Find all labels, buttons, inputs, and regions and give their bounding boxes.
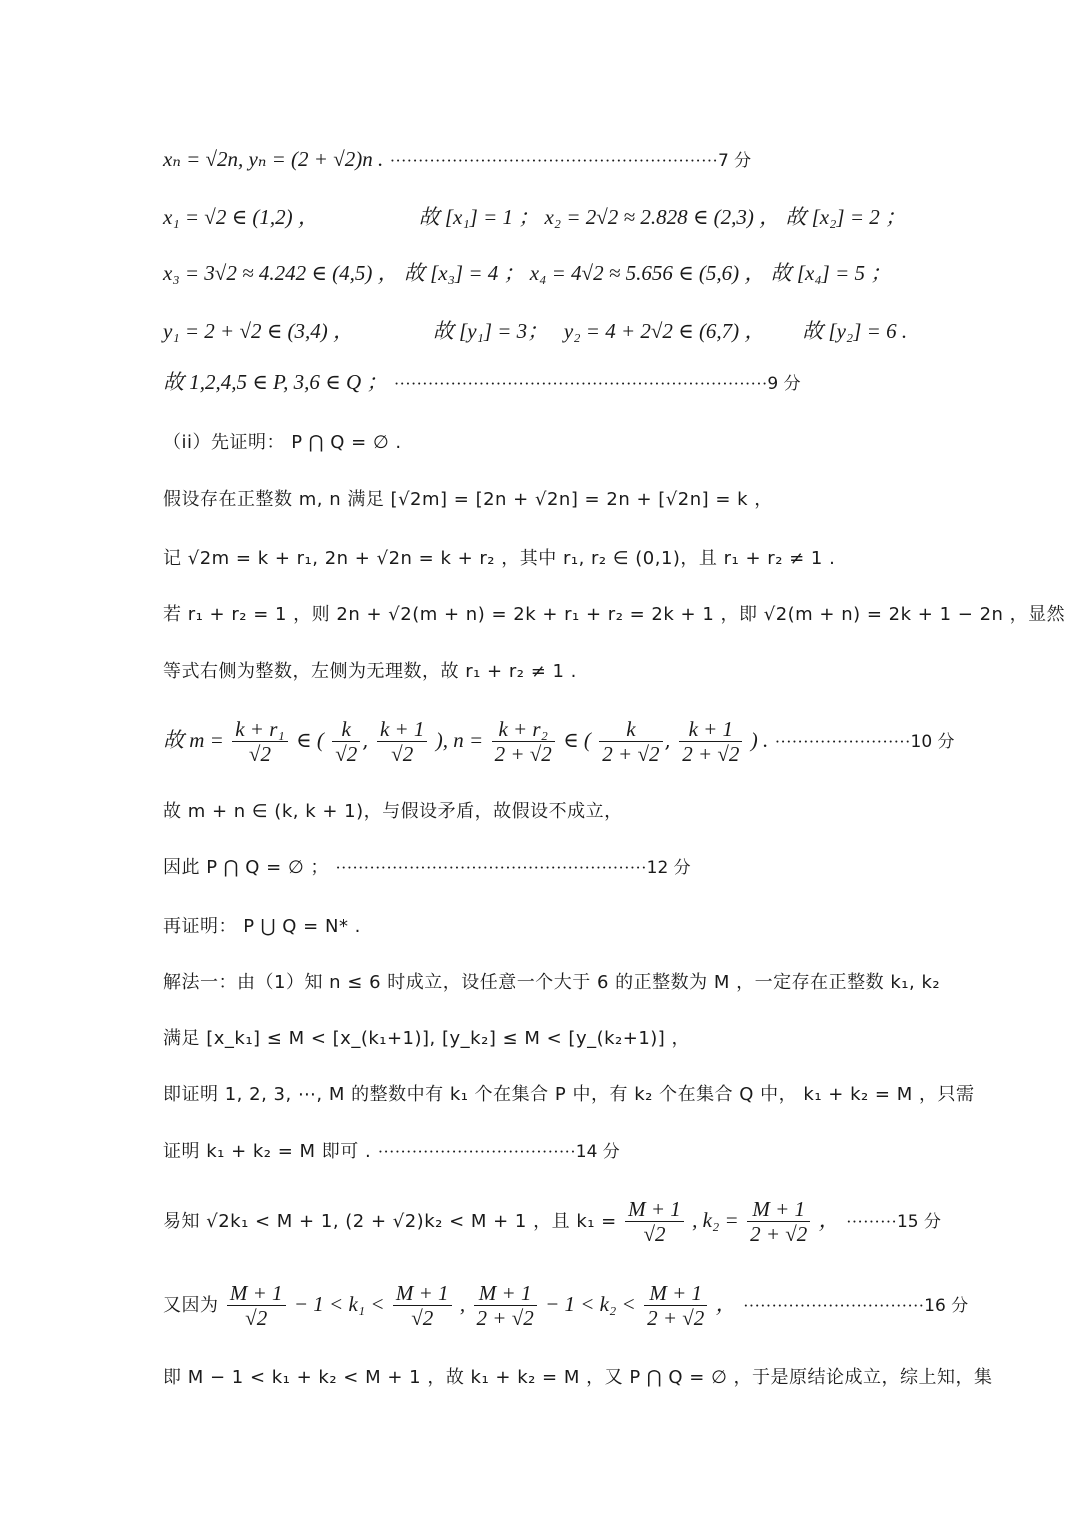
leader-dots: ··························································	[389, 151, 718, 170]
line-assumption	[163, 481, 930, 517]
in-interval-open: ∈ (	[296, 728, 324, 752]
line-easy-know	[163, 1190, 941, 1252]
fraction-b2-numerator: M + 1	[393, 1281, 452, 1306]
notation-statement: 记 √2m = k + r₁, 2n + √2n = k + r₂ ，其中 r₁, r₂ ∈ (0,1)，且 r₁ + r₂ ≠ 1 .	[163, 548, 836, 569]
comma: ，	[818, 1208, 840, 1232]
because-label: 又因为	[163, 1295, 219, 1316]
fraction-5-numerator: k	[599, 717, 662, 742]
line-y1-y2	[163, 314, 930, 348]
method-one-statement: 解法一：由（1）知 n ≤ 6 时成立，设任意一个大于 6 的正整数为 M ，一定存在正整数 k₁, k₂	[163, 972, 941, 993]
x3-x4-values: x₃ = 3√2 ≈ 4.242 ∈ (4,5) ， 故 [x₃] = 4 ； x₄ = 4√2 ≈ 5.656 ∈ (5,6) ， 故 [x₄] = 5 ；	[163, 261, 892, 285]
fraction-3-numerator: k + 1	[377, 717, 428, 742]
line-x3-x4	[163, 256, 930, 290]
fraction-b4-denominator: 2 + √2	[647, 1306, 705, 1330]
line-membership	[163, 365, 930, 401]
m-equals: 故 m =	[163, 728, 224, 752]
score-10: 10 分	[910, 732, 955, 752]
leader-dots: ························	[774, 732, 911, 751]
fraction-b4-numerator: M + 1	[644, 1281, 707, 1306]
fraction-3-denominator: √2	[391, 742, 414, 766]
fraction-3	[377, 717, 428, 766]
score-7: 7 分	[717, 151, 752, 171]
fraction-4-numerator: k + r₂	[492, 717, 555, 742]
score-15: 15 分	[896, 1212, 941, 1232]
line-method-one	[163, 964, 941, 1000]
in-interval-open-2: ∈ (	[563, 728, 591, 752]
fraction-b4	[644, 1281, 707, 1330]
line-xn-yn-formula	[163, 142, 930, 178]
line-irrational	[163, 653, 930, 689]
fraction-5-denominator: 2 + √2	[602, 742, 660, 766]
line-conclusion	[163, 1359, 993, 1395]
y1-y2-values: y₁ = 2 + √2 ∈ (3,4) ， 故 [y₁] = 3； y₂ = 4 + 2√2 ∈ (6,7) ， 故 [y₂] = 6 .	[163, 319, 908, 343]
if-r1-r2-statement: 若 r₁ + r₂ = 1 ，则 2n + √2(m + n) = 2k + r₁ + r₂ = 2k + 1 ，即 √2(m + n) = 2k + 1 − 2n ，显然	[163, 604, 1066, 625]
fraction-6	[679, 717, 742, 766]
conclusion-statement: 即 M − 1 < k₁ + k₂ < M + 1 ，故 k₁ + k₂ = M ，又 P ⋂ Q = ∅ ，于是原结论成立，综上知，集	[163, 1367, 993, 1388]
line-if-r1-r2	[163, 596, 1066, 632]
irrational-statement: 等式右侧为整数，左侧为无理数，故 r₁ + r₂ ≠ 1 .	[163, 661, 577, 682]
line-prove-union	[163, 908, 930, 944]
assumption-statement: 假设存在正整数 m, n 满足 [√2m] = [2n + √2n] = 2n + [√2n] = k ，	[163, 489, 773, 510]
line-part-ii	[163, 424, 930, 460]
x1-x2-values: x₁ = √2 ∈ (1,2) ， 故 [x₁] = 1 ； x₂ = 2√2 ≈ 2.828 ∈ (2,3) ， 故 [x₂] = 2 ；	[163, 205, 906, 229]
fraction-1-numerator: k + r₁	[232, 717, 287, 742]
line-contradiction	[163, 793, 930, 829]
fraction-4	[492, 717, 555, 766]
fraction-b3	[474, 1281, 537, 1330]
satisfy-bounds: 满足 [x_k₁] ≤ M < [x_(k₁+1)], [y_k₂] ≤ M < [y_(k₂+1)] ，	[163, 1028, 691, 1049]
score-14: 14 分	[575, 1142, 620, 1162]
suffice-statement: 证明 k₁ + k₂ = M 即可 .	[163, 1141, 372, 1162]
score-16: 16 分	[924, 1296, 969, 1316]
fraction-b3-denominator: 2 + √2	[476, 1306, 534, 1330]
line-notation	[163, 540, 930, 576]
fraction-k1-numerator: M + 1	[625, 1197, 684, 1222]
fraction-4-denominator: 2 + √2	[494, 742, 552, 766]
line-prove-count	[163, 1076, 975, 1112]
score-12: 12 分	[646, 858, 691, 878]
fraction-b1-denominator: √2	[245, 1306, 268, 1330]
line-m-n-fractions: 故 m = $\frac{\text{k + r₁}}{√2}$ ∈ ( $\frac{k}{√2}$ , $\frac{k + 1}{√2}$ ), n = $\frac{\text{k + r₂}}{2 + √2}$ ∈ ( $\frac{k}{2 + √2}$ , $\frac{k + 1}{2 + √2}$ ) . ························10 分	[163, 717, 955, 766]
fraction-2	[332, 717, 360, 766]
n-equals: ), n =	[435, 728, 484, 752]
fraction-1	[232, 717, 287, 766]
fraction-b1-numerator: M + 1	[227, 1281, 286, 1306]
prove-count: 即证明 1, 2, 3, ⋯, M 的整数中有 k₁ 个在集合 P 中，有 k₂ 个在集合 Q 中， k₁ + k₂ = M ，只需	[163, 1084, 975, 1105]
fraction-b2	[393, 1281, 452, 1330]
leader-dots: ···································	[377, 1142, 576, 1161]
fraction-k1	[625, 1197, 684, 1246]
easy-know-statement: 易知 √2k₁ < M + 1, (2 + √2)k₂ < M + 1 ，且 k₁ =	[163, 1211, 617, 1232]
fraction-b2-denominator: √2	[411, 1306, 434, 1330]
k2-equals: , k₂ =	[692, 1208, 739, 1232]
line-x1-x2	[163, 200, 930, 234]
part-ii-heading: （ii）先证明： P ⋂ Q = ∅ .	[163, 432, 402, 453]
leader-dots: ··································································	[393, 374, 768, 393]
fraction-2-denominator: √2	[335, 742, 358, 766]
contradiction-statement: 故 m + n ∈ (k, k + 1)，与假设矛盾，故假设不成立，	[163, 801, 623, 822]
fraction-k2	[747, 1197, 810, 1246]
line-because	[163, 1274, 969, 1336]
xn-yn-formula: xₙ = √2n, yₙ = (2 + √2)n .	[163, 147, 384, 171]
fraction-b3-numerator: M + 1	[474, 1281, 537, 1306]
comma: ，	[715, 1292, 737, 1316]
fraction-6-denominator: 2 + √2	[682, 742, 740, 766]
fraction-k1-denominator: √2	[643, 1222, 666, 1246]
fraction-k2-denominator: 2 + √2	[750, 1222, 808, 1246]
separator: ,	[459, 1292, 466, 1316]
fraction-5	[599, 717, 662, 766]
line-suffice	[163, 1133, 930, 1169]
fraction-b1	[227, 1281, 286, 1330]
leader-dots: ·········	[845, 1212, 897, 1231]
fraction-1-denominator: √2	[248, 742, 271, 766]
interval-close: ) .	[750, 728, 769, 752]
line-satisfy-bounds	[163, 1020, 930, 1056]
fraction-k2-numerator: M + 1	[747, 1197, 810, 1222]
score-9: 9 分	[767, 374, 801, 394]
line-empty-intersection	[163, 849, 930, 885]
membership-statement: 故 1,2,4,5 ∈ P, 3,6 ∈ Q ；	[163, 370, 388, 394]
fraction-2-numerator: k	[332, 717, 360, 742]
fraction-6-numerator: k + 1	[679, 717, 742, 742]
ineq-k2: − 1 < k₂ <	[545, 1292, 636, 1316]
ineq-k1: − 1 < k₁ <	[293, 1292, 385, 1316]
leader-dots: ································	[743, 1296, 925, 1315]
empty-intersection: 因此 P ⋂ Q = ∅ ；	[163, 857, 329, 878]
leader-dots: ·······················································	[335, 858, 647, 877]
prove-union: 再证明： P ⋃ Q = N* .	[163, 916, 361, 937]
